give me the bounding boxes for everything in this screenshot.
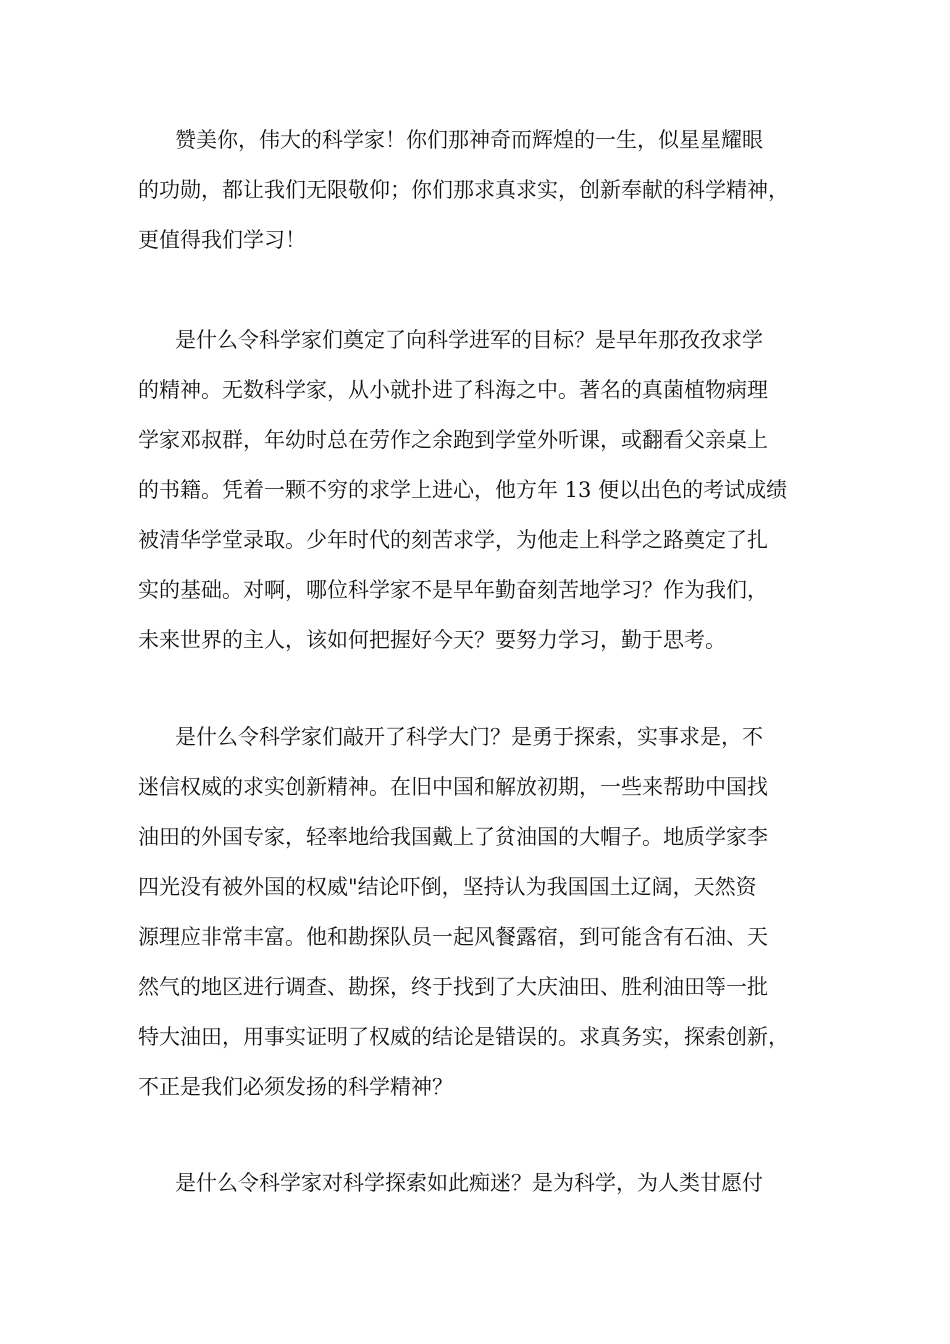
paragraph-3-line-7: 特大油田，用事实证明了权威的结论是错误的。求真务实，探索创新，	[138, 1025, 789, 1049]
paragraph-3-line-1: 是什么令科学家们敲开了科学大门？是勇于探索，实事求是，不	[175, 725, 763, 749]
paragraph-1-line-3: 更值得我们学习！	[138, 228, 306, 252]
paragraph-2-line-4: 的书籍。凭着一颗不穷的求学上进心，他方年 13 便以出色的考试成绩	[138, 478, 788, 502]
paragraph-4-line-1: 是什么令科学家对科学探索如此痴迷？是为科学，为人类甘愿付	[175, 1171, 763, 1195]
paragraph-2-line-6: 实的基础。对啊，哪位科学家不是早年勤奋刻苦地学习？作为我们，	[138, 578, 768, 602]
paragraph-3-line-5: 源理应非常丰富。他和勘探队员一起风餐露宿，到可能含有石油、天	[138, 925, 768, 949]
paragraph-3-line-2: 迷信权威的求实创新精神。在旧中国和解放初期，一些来帮助中国找	[138, 775, 768, 799]
paragraph-3-line-4: 四光没有被外国的权威"结论吓倒，坚持认为我国国土辽阔，天然资	[138, 875, 757, 899]
paragraph-2-line-2: 的精神。无数科学家，从小就扑进了科海之中。著名的真菌植物病理	[138, 378, 768, 402]
paragraph-1-line-2: 的功勋，都让我们无限敬仰；你们那求真求实，创新奉献的科学精神，	[138, 178, 789, 202]
paragraph-2-line-7: 未来世界的主人，该如何把握好今天？要努力学习，勤于思考。	[138, 628, 726, 652]
paragraph-2-line-1: 是什么令科学家们奠定了向科学进军的目标？是早年那孜孜求学	[175, 328, 763, 352]
paragraph-3-line-3: 油田的外国专家，轻率地给我国戴上了贫油国的大帽子。地质学家李	[138, 825, 768, 849]
paragraph-2-line-3: 学家邓叔群，年幼时总在劳作之余跑到学堂外听课，或翻看父亲桌上	[138, 428, 768, 452]
paragraph-3-line-6: 然气的地区进行调查、勘探，终于找到了大庆油田、胜利油田等一批	[138, 975, 768, 999]
paragraph-2-line-5: 被清华学堂录取。少年时代的刻苦求学，为他走上科学之路奠定了扎	[138, 528, 768, 552]
paragraph-1-line-1: 赞美你，伟大的科学家！你们那神奇而辉煌的一生，似星星耀眼	[175, 128, 763, 152]
paragraph-3-line-8: 不正是我们必须发扬的科学精神？	[138, 1075, 453, 1099]
